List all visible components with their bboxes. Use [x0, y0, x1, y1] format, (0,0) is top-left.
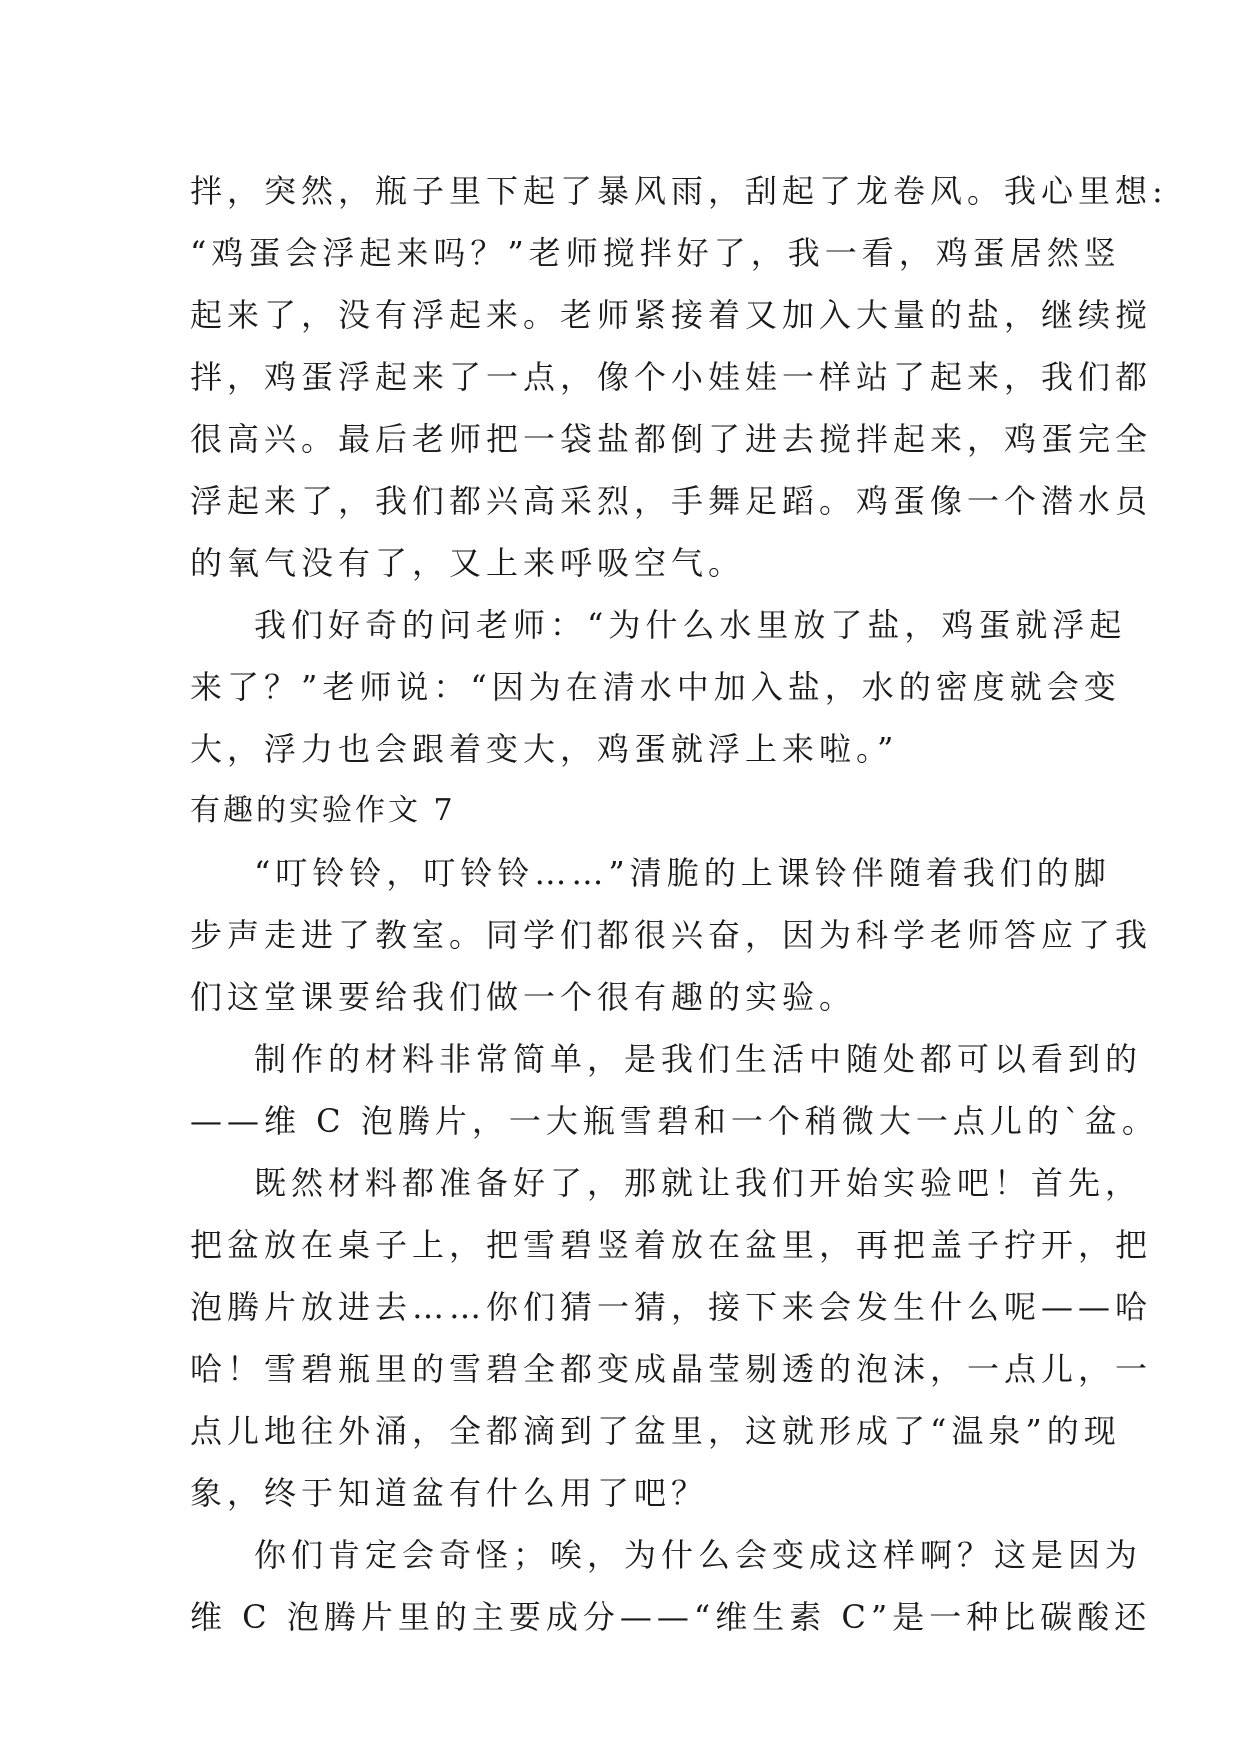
text-line: 泡腾片放进去……你们猜一猜，接下来会发生什么呢——哈 [190, 1288, 1153, 1326]
text-line: 起来了，没有浮起来。老师紧接着又加入大量的盐，继续搅 [190, 296, 1153, 334]
text-line: 我们好奇的问老师：“为什么水里放了盐，鸡蛋就浮起 [254, 606, 1127, 644]
text-line: 们这堂课要给我们做一个很有趣的实验。 [190, 978, 857, 1016]
text-line: 制作的材料非常简单，是我们生活中随处都可以看到的 [254, 1040, 1143, 1078]
text-line: 大，浮力也会跟着变大，鸡蛋就浮上来啦。” [190, 730, 899, 768]
text-line: 来了？”老师说：“因为在清水中加入盐，水的密度就会变 [190, 668, 1121, 706]
text-line: 既然材料都准备好了，那就让我们开始实验吧！首先， [254, 1164, 1143, 1202]
text-line: 象，终于知道盆有什么用了吧？ [190, 1474, 709, 1512]
text-line: 拌，突然，瓶子里下起了暴风雨，刮起了龙卷风。我心里想: [190, 172, 1168, 210]
text-line: ——维 C 泡腾片，一大瓶雪碧和一个稍微大一点儿的`盆。 [190, 1102, 1159, 1140]
text-line: 的氧气没有了，又上来呼吸空气。 [190, 544, 746, 582]
text-line: 把盆放在桌子上，把雪碧竖着放在盆里，再把盖子拧开，把 [190, 1226, 1153, 1264]
text-line: 步声走进了教室。同学们都很兴奋，因为科学老师答应了我 [190, 916, 1153, 954]
paragraph-block-1 [190, 160, 1168, 780]
text-line: 你们肯定会奇怪；唉，为什么会变成这样啊？这是因为 [254, 1536, 1143, 1574]
document-page [190, 160, 1168, 1648]
text-line: 维 C 泡腾片里的主要成分——“维生素 C”是一种比碳酸还 [190, 1598, 1152, 1636]
text-line: “鸡蛋会浮起来吗？”老师搅拌好了，我一看，鸡蛋居然竖 [190, 234, 1121, 272]
text-line: 哈！雪碧瓶里的雪碧全都变成晶莹剔透的泡沫，一点儿，一 [190, 1350, 1153, 1388]
text-line: 浮起来了，我们都兴高采烈，手舞足蹈。鸡蛋像一个潜水员 [190, 482, 1153, 520]
text-line: “叮铃铃，叮铃铃……”清脆的上课铃伴随着我们的脚 [254, 854, 1111, 892]
text-line: 拌，鸡蛋浮起来了一点，像个小娃娃一样站了起来，我们都 [190, 358, 1153, 396]
paragraph-block-2 [190, 842, 1159, 1648]
text-line: 点儿地往外涌，全都滴到了盆里，这就形成了“温泉”的现 [190, 1412, 1121, 1450]
essay-heading: 有趣的实验作文 7 [190, 793, 456, 828]
text-line: 很高兴。最后老师把一袋盐都倒了进去搅拌起来，鸡蛋完全 [190, 420, 1153, 458]
